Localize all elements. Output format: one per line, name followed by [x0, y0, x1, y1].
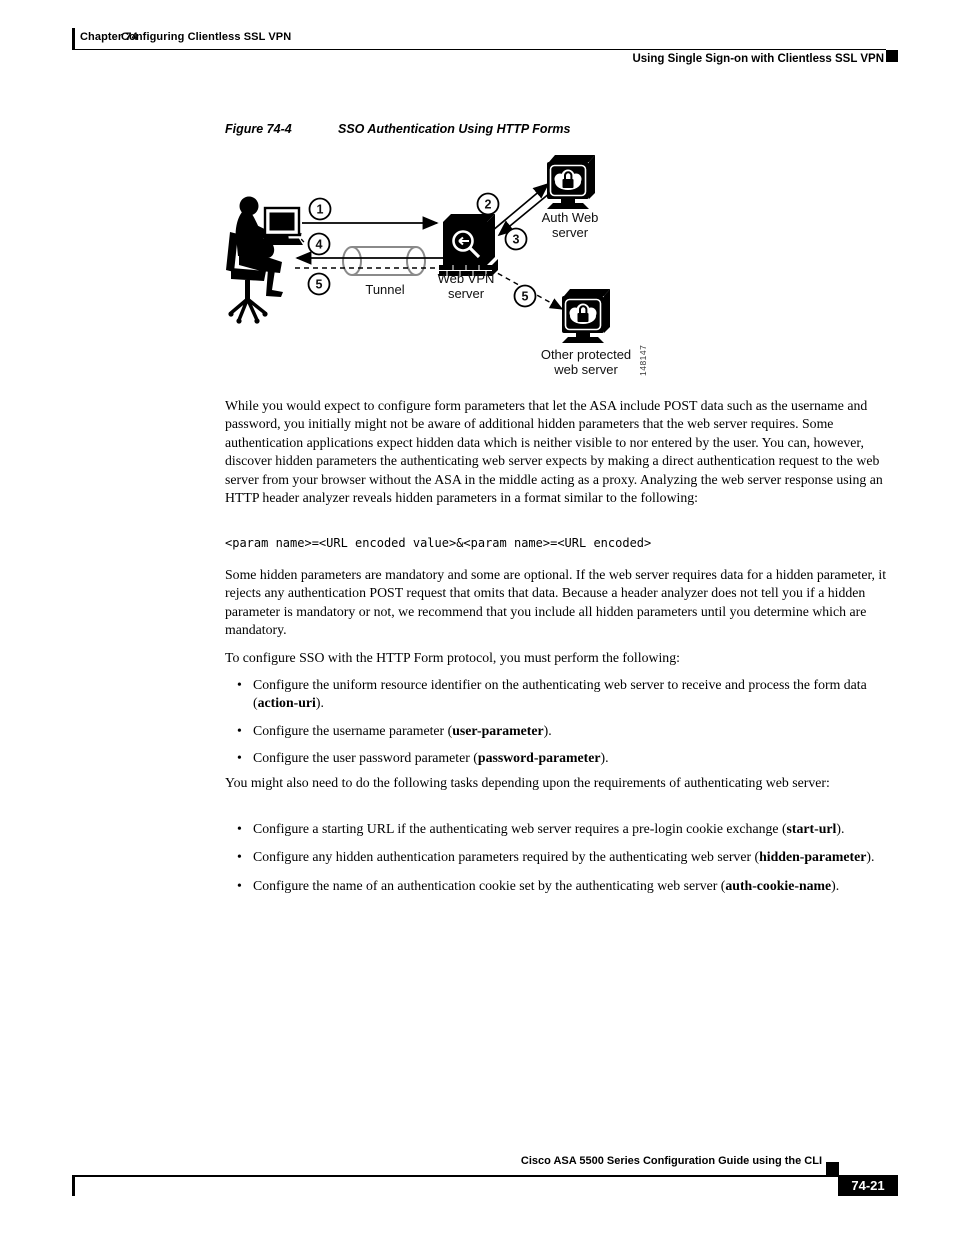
bullet-text-end: ).: [543, 722, 552, 738]
dashed-hook: [300, 233, 304, 242]
list-item: [225, 848, 897, 866]
param-keyword: user-parameter: [452, 722, 544, 738]
bullet-text-end: ).: [831, 877, 840, 893]
svg-text:5: 5: [521, 289, 529, 304]
bullet-text: Configure a starting URL if the authenticating web server requires a pre-login cookie exchange (: [253, 821, 787, 836]
svg-text:1: 1: [316, 202, 324, 217]
header-section-title: Using Single Sign-on with Clientless SSL VPN: [632, 53, 884, 65]
param-keyword: password-parameter: [477, 750, 601, 766]
header-corner-square: [886, 50, 898, 62]
list-item: [225, 877, 897, 895]
web-vpn-server-label-2: server: [447, 286, 485, 301]
step-circle-3: [506, 229, 527, 250]
bullet-list-required: [225, 676, 897, 777]
bullet-text-end: ).: [836, 821, 845, 836]
svg-text:2: 2: [484, 197, 492, 212]
other-web-server-label-2: web server: [554, 362, 618, 377]
param-keyword: hidden-parameter: [759, 849, 867, 865]
header-chapter-title: Configuring Clientless SSL VPN: [121, 31, 292, 43]
footer-left-tick: [72, 1175, 75, 1196]
tunnel-label: Tunnel: [365, 282, 405, 297]
auth-web-server-label-1: Auth Web: [541, 210, 599, 225]
artwork-id: 148147: [638, 344, 648, 376]
list-item: [225, 722, 897, 740]
bullet-text: Configure any hidden authentication parameters required by the authenticating web server (: [253, 849, 760, 865]
svg-text:5: 5: [315, 277, 323, 292]
other-server-icon: [562, 289, 610, 343]
bullet-text: Configure the uniform resource identifier on the authenticating web server to receive and process the form data (: [253, 677, 867, 711]
other-web-server-label-1: Other protected: [540, 347, 632, 362]
code-snippet: <param name>=<URL encoded value>&<param name>=<URL encoded>: [225, 536, 652, 550]
sso-http-forms-diagram: [225, 150, 670, 385]
param-keyword: start-url: [786, 821, 837, 836]
bullet-text-end: ).: [866, 849, 875, 865]
bullet-text-end: ).: [600, 750, 609, 766]
paragraph-configure-sso: To configure SSO with the HTTP Form protocol, you must perform the following:: [225, 650, 680, 665]
param-keyword: action-uri: [257, 695, 316, 711]
page-number-badge: 74-21: [838, 1175, 898, 1196]
paragraph-additional-tasks: You might also need to do the following tasks depending upon the requirements of authenticating web server:: [225, 775, 830, 790]
svg-text:3: 3: [512, 232, 520, 247]
web-vpn-server-label-1: Web VPN: [437, 271, 495, 286]
header-chapter-label: Chapter 74: [80, 31, 138, 43]
auth-server-icon: [547, 155, 595, 209]
step-circle-1: [310, 199, 331, 220]
bullet-text: Configure the user password parameter (: [253, 750, 478, 766]
step-circle-5-right: [515, 286, 536, 307]
auth-web-server-label-2: server: [551, 225, 589, 240]
figure-caption-title: SSO Authentication Using HTTP Forms: [338, 122, 571, 136]
header-left-bar: [72, 28, 75, 49]
figure-caption-label: Figure 74-4: [225, 122, 292, 136]
list-item: [225, 676, 897, 713]
footer-book-title: Cisco ASA 5500 Series Configuration Guide using the CLI: [520, 1155, 822, 1167]
step-circle-4: [309, 234, 330, 255]
list-item: [225, 749, 897, 767]
paragraph-mandatory-optional: Some hidden parameters are mandatory and some are optional. If the web server requires data for a hidden parameter, it rejects any authentication POST request that omits that data. Because a header analyzer does not tell you if a hidden parameter is mandatory or not, we recommend that you include all hidden parameters until you determine which are mandatory.: [225, 567, 887, 638]
arrow-step2: [492, 184, 548, 231]
monitor-icon: [259, 208, 303, 245]
step-circle-2: [478, 194, 499, 215]
svg-text:4: 4: [315, 237, 323, 252]
step-circle-5-left: [309, 274, 330, 295]
tunnel-icon: [343, 247, 425, 275]
list-item: [225, 820, 897, 838]
header-rule: [72, 49, 886, 51]
bullet-list-optional: [225, 820, 897, 905]
bullet-text: Configure the name of an authentication cookie set by the authenticating web server (: [253, 877, 726, 893]
param-keyword: auth-cookie-name: [725, 877, 832, 893]
asa-icon: [439, 214, 498, 276]
bullet-text: Configure the username parameter (: [253, 722, 453, 738]
footer-square: [826, 1162, 839, 1175]
paragraph-hidden-params-intro: While you would expect to configure form parameters that let the ASA include POST data such as the username and password, you initially might not be aware of additional hidden parameters that the web server requires. Some authentication applications expect hidden data which is neither visible to nor entered by the user. You can, however, discover hidden parameters the authenticating web server expects by making a direct authentication request to the web server from your browser without the ASA in the middle acting as a proxy. Analyzing the web server response using an HTTP header analyzer reveals hidden parameters in a format similar to the following:: [225, 398, 883, 506]
bullet-text-end: ).: [315, 695, 324, 711]
footer-rule: [72, 1175, 838, 1177]
